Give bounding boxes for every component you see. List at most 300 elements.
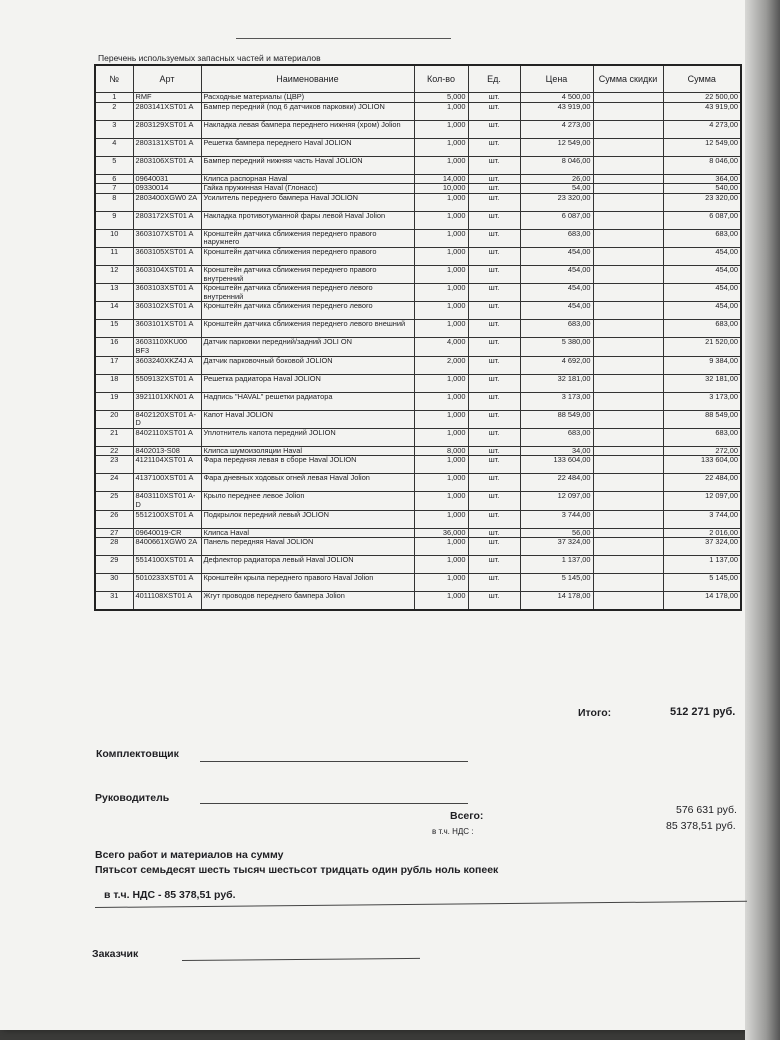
price: 6 087,00 (520, 211, 593, 229)
col-header: Ед. (468, 65, 520, 93)
price: 12 097,00 (520, 492, 593, 510)
discount (593, 456, 663, 474)
article-code: 8403110XST01 A-D (133, 492, 201, 510)
item-name: Крыло переднее левое Jolion (201, 492, 414, 510)
row-number: 15 (95, 320, 133, 338)
table-row (95, 574, 741, 592)
discount (593, 428, 663, 446)
price: 26,00 (520, 174, 593, 184)
col-header: Цена (520, 65, 593, 93)
item-name: Панель передняя Haval JOLION (201, 538, 414, 556)
row-number: 18 (95, 374, 133, 392)
quantity: 1,000 (414, 320, 468, 338)
article-code: 2803400XGW0 2A (133, 193, 201, 211)
discount (593, 528, 663, 538)
price: 3 173,00 (520, 392, 593, 410)
item-name: Кронштейн датчика сближения переднего левого (201, 302, 414, 320)
price: 1 137,00 (520, 556, 593, 574)
amount: 22 484,00 (663, 474, 741, 492)
price: 454,00 (520, 265, 593, 283)
item-name: Решетка радиатора Haval JOLION (201, 374, 414, 392)
amount: 364,00 (663, 174, 741, 184)
amount: 88 549,00 (663, 410, 741, 428)
discount (593, 302, 663, 320)
row-number: 1 (95, 93, 133, 103)
discount (593, 284, 663, 302)
item-name: Датчик парковочный боковой JOLION (201, 356, 414, 374)
price: 8 046,00 (520, 156, 593, 174)
item-name: Расходные материалы (ЦВР) (201, 93, 414, 103)
quantity: 1,000 (414, 229, 468, 247)
item-name: Клипса Haval (201, 528, 414, 538)
table-row (95, 320, 741, 338)
discount (593, 138, 663, 156)
row-number: 7 (95, 184, 133, 194)
quantity: 1,000 (414, 247, 468, 265)
item-name: Накладка левая бампера переднего нижняя (хром) Jolion (201, 120, 414, 138)
discount (593, 93, 663, 103)
article-code: 3603101XST01 A (133, 320, 201, 338)
vat-value: 85 378,51 руб. (666, 820, 736, 832)
row-number: 3 (95, 120, 133, 138)
quantity: 14,000 (414, 174, 468, 184)
article-code: RMF (133, 93, 201, 103)
item-name: Бампер передний (под 6 датчиков парковки) JOLION (201, 102, 414, 120)
item-name: Кронштейн датчика сближения переднего правого (201, 247, 414, 265)
top-rule (236, 38, 451, 39)
article-code: 5512100XST01 A (133, 510, 201, 528)
discount (593, 102, 663, 120)
item-name: Фара передняя левая в сборе Haval JOLION (201, 456, 414, 474)
discount (593, 174, 663, 184)
discount (593, 492, 663, 510)
article-code: 09640031 (133, 174, 201, 184)
row-number: 31 (95, 592, 133, 611)
amount: 14 178,00 (663, 592, 741, 611)
unit: шт. (468, 374, 520, 392)
article-code: 5514100XST01 A (133, 556, 201, 574)
amount: 12 097,00 (663, 492, 741, 510)
quantity: 1,000 (414, 538, 468, 556)
amount: 683,00 (663, 229, 741, 247)
amount: 21 520,00 (663, 338, 741, 356)
quantity: 1,000 (414, 592, 468, 611)
discount (593, 320, 663, 338)
price: 5 145,00 (520, 574, 593, 592)
price: 454,00 (520, 284, 593, 302)
row-number: 19 (95, 392, 133, 410)
price: 5 380,00 (520, 338, 593, 356)
article-code: 8400661XGW0 2A (133, 538, 201, 556)
unit: шт. (468, 492, 520, 510)
article-code: 4121104XST01 A (133, 456, 201, 474)
price: 23 320,00 (520, 193, 593, 211)
manager-label: Руководитель (95, 792, 170, 804)
quantity: 5,000 (414, 93, 468, 103)
unit: шт. (468, 193, 520, 211)
amount: 1 137,00 (663, 556, 741, 574)
quantity: 1,000 (414, 474, 468, 492)
item-name: Усилитель переднего бампера Haval JOLION (201, 193, 414, 211)
table-row (95, 229, 741, 247)
table-row (95, 265, 741, 283)
quantity: 1,000 (414, 120, 468, 138)
discount (593, 474, 663, 492)
article-code: 8402110XST01 A (133, 428, 201, 446)
item-name: Гайка пружинная Haval (Глонасс) (201, 184, 414, 194)
unit: шт. (468, 284, 520, 302)
table-row (95, 174, 741, 184)
table-row (95, 356, 741, 374)
table-row (95, 474, 741, 492)
price: 683,00 (520, 428, 593, 446)
amount: 133 604,00 (663, 456, 741, 474)
discount (593, 374, 663, 392)
discount (593, 510, 663, 528)
unit: шт. (468, 156, 520, 174)
unit: шт. (468, 510, 520, 528)
grand-total-label: Всего: (450, 810, 484, 822)
amount: 12 549,00 (663, 138, 741, 156)
unit: шт. (468, 456, 520, 474)
table-row (95, 592, 741, 611)
item-name: Уплотнитель капота передний JOLION (201, 428, 414, 446)
row-number: 26 (95, 510, 133, 528)
table-body (95, 93, 741, 611)
row-number: 2 (95, 102, 133, 120)
discount (593, 592, 663, 611)
article-code: 3603240XKZ4J A (133, 356, 201, 374)
amount: 3 744,00 (663, 510, 741, 528)
quantity: 1,000 (414, 156, 468, 174)
unit: шт. (468, 120, 520, 138)
row-number: 8 (95, 193, 133, 211)
table-row (95, 556, 741, 574)
amount: 9 384,00 (663, 356, 741, 374)
quantity: 36,000 (414, 528, 468, 538)
amount: 540,00 (663, 184, 741, 194)
manager-signature-line (200, 803, 468, 804)
table-row (95, 120, 741, 138)
article-code: 2803141XST01 A (133, 102, 201, 120)
amount: 22 500,00 (663, 93, 741, 103)
price: 683,00 (520, 320, 593, 338)
item-name: Кронштейн крыла переднего правого Haval Jolion (201, 574, 414, 592)
item-name: Фара дневных ходовых огней левая Haval Jolion (201, 474, 414, 492)
row-number: 13 (95, 284, 133, 302)
unit: шт. (468, 302, 520, 320)
price: 14 178,00 (520, 592, 593, 611)
table-row (95, 510, 741, 528)
item-name: Кронштейн датчика сближения переднего левого внутренний (201, 284, 414, 302)
table-row (95, 492, 741, 510)
row-number: 10 (95, 229, 133, 247)
item-name: Бампер передний нижняя часть Haval JOLION (201, 156, 414, 174)
price: 4 500,00 (520, 93, 593, 103)
unit: шт. (468, 93, 520, 103)
article-code: 5010233XST01 A (133, 574, 201, 592)
col-header: Арт (133, 65, 201, 93)
price: 454,00 (520, 302, 593, 320)
row-number: 28 (95, 538, 133, 556)
unit: шт. (468, 538, 520, 556)
item-name: Клипса шумоизоляции Haval (201, 446, 414, 456)
amount: 37 324,00 (663, 538, 741, 556)
unit: шт. (468, 211, 520, 229)
price: 12 549,00 (520, 138, 593, 156)
item-name: Капот Haval JOLION (201, 410, 414, 428)
unit: шт. (468, 229, 520, 247)
row-number: 11 (95, 247, 133, 265)
row-number: 22 (95, 446, 133, 456)
price: 37 324,00 (520, 538, 593, 556)
quantity: 1,000 (414, 410, 468, 428)
table-title: Перечень используемых запасных частей и материалов (98, 53, 321, 63)
row-number: 17 (95, 356, 133, 374)
table-row (95, 138, 741, 156)
unit: шт. (468, 474, 520, 492)
item-name: Кронштейн датчика сближения переднего правого внутренний (201, 265, 414, 283)
table-row (95, 410, 741, 428)
discount (593, 120, 663, 138)
quantity: 1,000 (414, 374, 468, 392)
table-row (95, 211, 741, 229)
unit: шт. (468, 410, 520, 428)
discount (593, 229, 663, 247)
col-header: Кол-во (414, 65, 468, 93)
amount: 683,00 (663, 428, 741, 446)
amount: 272,00 (663, 446, 741, 456)
row-number: 4 (95, 138, 133, 156)
article-code: 8402120XST01 A-D (133, 410, 201, 428)
quantity: 1,000 (414, 102, 468, 120)
article-code: 3921101XKN01 A (133, 392, 201, 410)
quantity: 1,000 (414, 574, 468, 592)
amount: 454,00 (663, 284, 741, 302)
total-value: 512 271 руб. (670, 706, 736, 718)
item-name: Дефлектор радиатора левый Haval JOLION (201, 556, 414, 574)
item-name: Кронштейн датчика сближения переднего правого наружнего (201, 229, 414, 247)
unit: шт. (468, 265, 520, 283)
quantity: 1,000 (414, 302, 468, 320)
item-name: Подкрылок передний левый JOLION (201, 510, 414, 528)
row-number: 25 (95, 492, 133, 510)
unit: шт. (468, 338, 520, 356)
discount (593, 392, 663, 410)
discount (593, 265, 663, 283)
table-row (95, 528, 741, 538)
article-code: 3603102XST01 A (133, 302, 201, 320)
quantity: 1,000 (414, 510, 468, 528)
vat-in-words: в т.ч. НДС - 85 378,51 руб. (104, 889, 236, 901)
article-code: 09640019-CR (133, 528, 201, 538)
discount (593, 356, 663, 374)
summary-line-1: Всего работ и материалов на сумму (95, 849, 284, 861)
discount (593, 556, 663, 574)
article-code: 3603107XST01 A (133, 229, 201, 247)
discount (593, 410, 663, 428)
discount (593, 184, 663, 194)
unit: шт. (468, 446, 520, 456)
discount (593, 156, 663, 174)
amount: 454,00 (663, 247, 741, 265)
row-number: 24 (95, 474, 133, 492)
article-code: 5509132XST01 A (133, 374, 201, 392)
discount (593, 247, 663, 265)
table-row (95, 446, 741, 456)
discount (593, 211, 663, 229)
article-code: 09330014 (133, 184, 201, 194)
price: 4 692,00 (520, 356, 593, 374)
article-code: 4137100XST01 A (133, 474, 201, 492)
article-code: 8402013-S08 (133, 446, 201, 456)
price: 32 181,00 (520, 374, 593, 392)
row-number: 23 (95, 456, 133, 474)
quantity: 4,000 (414, 338, 468, 356)
price: 683,00 (520, 229, 593, 247)
row-number: 12 (95, 265, 133, 283)
price: 56,00 (520, 528, 593, 538)
table-header-row (95, 65, 741, 93)
unit: шт. (468, 102, 520, 120)
discount (593, 538, 663, 556)
row-number: 16 (95, 338, 133, 356)
article-code: 3603110XKU00 BF3 (133, 338, 201, 356)
quantity: 1,000 (414, 492, 468, 510)
amount: 5 145,00 (663, 574, 741, 592)
table-row (95, 302, 741, 320)
price: 4 273,00 (520, 120, 593, 138)
unit: шт. (468, 392, 520, 410)
article-code: 2803131XST01 A (133, 138, 201, 156)
unit: шт. (468, 247, 520, 265)
item-name: Надпись "HAVAL" решетки радиатора (201, 392, 414, 410)
table-row (95, 374, 741, 392)
quantity: 1,000 (414, 211, 468, 229)
unit: шт. (468, 356, 520, 374)
quantity: 1,000 (414, 556, 468, 574)
row-number: 14 (95, 302, 133, 320)
amount: 454,00 (663, 265, 741, 283)
discount (593, 446, 663, 456)
table-row (95, 247, 741, 265)
quantity: 1,000 (414, 392, 468, 410)
grand-total-value: 576 631 руб. (676, 804, 737, 816)
customer-label: Заказчик (92, 948, 139, 960)
picker-signature-line (200, 761, 468, 762)
amount: 6 087,00 (663, 211, 741, 229)
price: 43 919,00 (520, 102, 593, 120)
table-row (95, 456, 741, 474)
item-name: Накладка противотуманной фары левой Haval Jolion (201, 211, 414, 229)
article-code: 2803172XST01 A (133, 211, 201, 229)
unit: шт. (468, 138, 520, 156)
row-number: 5 (95, 156, 133, 174)
total-label: Итого: (578, 707, 612, 719)
article-code: 3603103XST01 A (133, 284, 201, 302)
quantity: 2,000 (414, 356, 468, 374)
price: 54,00 (520, 184, 593, 194)
table-row (95, 193, 741, 211)
summary-line-2: Пятьсот семьдесят шесть тысяч шестьсот тридцать один рубль ноль копеек (95, 864, 499, 876)
amount: 683,00 (663, 320, 741, 338)
quantity: 1,000 (414, 456, 468, 474)
table-row (95, 538, 741, 556)
amount: 32 181,00 (663, 374, 741, 392)
article-code: 2803129XST01 A (133, 120, 201, 138)
item-name: Жгут проводов переднего бампера Jolion (201, 592, 414, 611)
discount (593, 574, 663, 592)
quantity: 1,000 (414, 138, 468, 156)
article-code: 3603104XST01 A (133, 265, 201, 283)
col-header: Сумма скидки (593, 65, 663, 93)
row-number: 21 (95, 428, 133, 446)
price: 133 604,00 (520, 456, 593, 474)
amount: 3 173,00 (663, 392, 741, 410)
unit: шт. (468, 528, 520, 538)
price: 22 484,00 (520, 474, 593, 492)
discount (593, 193, 663, 211)
table-row (95, 284, 741, 302)
col-header: № (95, 65, 133, 93)
discount (593, 338, 663, 356)
table-row (95, 338, 741, 356)
price: 454,00 (520, 247, 593, 265)
row-number: 9 (95, 211, 133, 229)
price: 34,00 (520, 446, 593, 456)
row-number: 20 (95, 410, 133, 428)
row-number: 29 (95, 556, 133, 574)
row-number: 6 (95, 174, 133, 184)
row-number: 30 (95, 574, 133, 592)
table-row (95, 184, 741, 194)
amount: 8 046,00 (663, 156, 741, 174)
parts-table (94, 64, 742, 611)
table-row (95, 102, 741, 120)
amount: 23 320,00 (663, 193, 741, 211)
unit: шт. (468, 556, 520, 574)
unit: шт. (468, 184, 520, 194)
unit: шт. (468, 592, 520, 611)
quantity: 1,000 (414, 428, 468, 446)
article-code: 2803106XST01 A (133, 156, 201, 174)
item-name: Решетка бампера переднего Haval JOLION (201, 138, 414, 156)
picker-label: Комплектовщик (96, 748, 179, 760)
table-row (95, 93, 741, 103)
item-name: Датчик парковки передний/задний JOLI ON (201, 338, 414, 356)
quantity: 1,000 (414, 284, 468, 302)
price: 3 744,00 (520, 510, 593, 528)
unit: шт. (468, 574, 520, 592)
article-code: 3603105XST01 A (133, 247, 201, 265)
item-name: Клипса распорная Haval (201, 174, 414, 184)
amount: 454,00 (663, 302, 741, 320)
quantity: 1,000 (414, 193, 468, 211)
unit: шт. (468, 320, 520, 338)
quantity: 1,000 (414, 265, 468, 283)
unit: шт. (468, 174, 520, 184)
amount: 43 919,00 (663, 102, 741, 120)
vat-label: в т.ч. НДС : (432, 827, 474, 836)
article-code: 4011108XST01 A (133, 592, 201, 611)
price: 88 549,00 (520, 410, 593, 428)
table-row (95, 392, 741, 410)
col-header: Сумма (663, 65, 741, 93)
row-number: 27 (95, 528, 133, 538)
amount: 2 016,00 (663, 528, 741, 538)
unit: шт. (468, 428, 520, 446)
background-edge (745, 0, 780, 1040)
